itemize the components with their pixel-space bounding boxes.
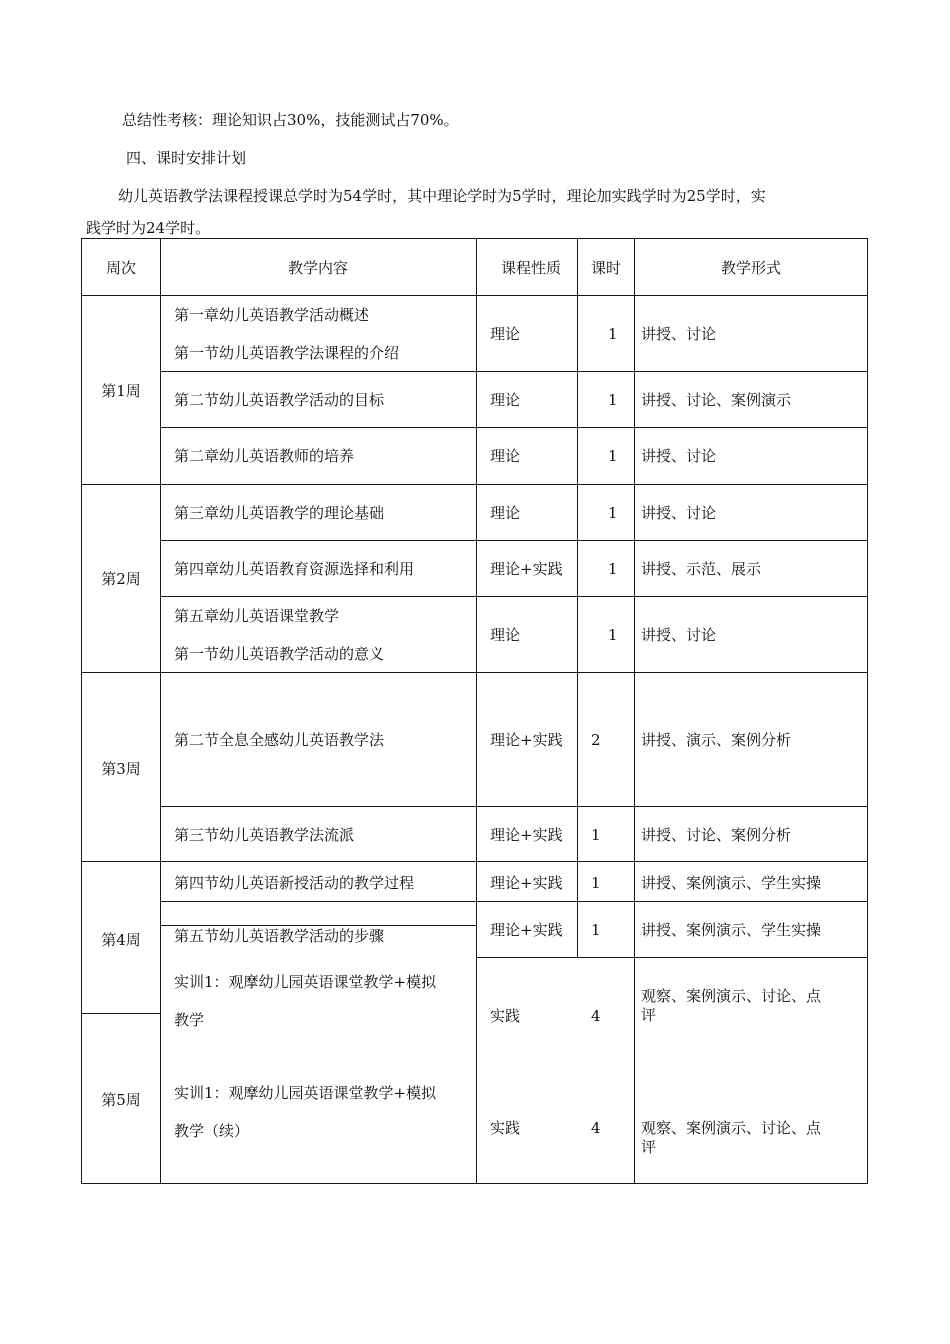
schedule-table	[81, 238, 868, 1184]
header-form: 教学形式	[720, 259, 782, 277]
row-5-nature: 理论+实践	[490, 560, 563, 578]
row-5-form: 讲授、示范、展示	[641, 560, 762, 578]
row-10-nature: 理论+实践	[490, 921, 563, 939]
row-5-content: 第四章幼儿英语教育资源选择和利用	[174, 560, 415, 578]
intro-paragraph-line2: 践学时为24学时。	[86, 219, 211, 237]
row-12-form-line1: 观察、案例演示、讨论、点	[641, 1119, 822, 1137]
header-content: 教学内容	[287, 259, 349, 277]
row-7-hours: 2	[591, 731, 601, 749]
row-11-nature: 实践	[490, 1007, 521, 1025]
section-title: 四、课时安排计划	[126, 149, 247, 167]
week-label-2: 第2周	[101, 570, 141, 588]
row-9-form: 讲授、案例演示、学生实操	[641, 874, 822, 892]
row-4-content: 第三章幼儿英语教学的理论基础	[174, 504, 385, 522]
row-10-content: 第五节幼儿英语教学活动的步骤	[174, 927, 385, 945]
week-label-4: 第4周	[101, 931, 141, 949]
header-nature: 课程性质	[500, 259, 562, 277]
row-6-content-line1: 第五章幼儿英语课堂教学	[174, 607, 340, 625]
row-12-content-line2: 教学（续）	[174, 1122, 250, 1140]
row-12-hours: 4	[591, 1119, 601, 1137]
row-11-hours: 4	[591, 1007, 601, 1025]
week-label-3: 第3周	[101, 760, 141, 778]
row-1-form: 讲授、讨论	[641, 325, 717, 343]
row-3-form: 讲授、讨论	[641, 447, 717, 465]
row-11-form-line1: 观察、案例演示、讨论、点	[641, 987, 822, 1005]
row-6-content-line2: 第一节幼儿英语教学活动的意义	[174, 645, 385, 663]
intro-paragraph-line1: 幼儿英语教学法课程授课总学时为54学时，其中理论学时为5学时，理论加实践学时为25学时，实	[118, 187, 766, 205]
assessment-paragraph: 总结性考核：理论知识占30%，技能测试占70%。	[122, 111, 459, 129]
row-8-form: 讲授、讨论、案例分析	[641, 826, 792, 844]
row-6-form: 讲授、讨论	[641, 626, 717, 644]
row-4-nature: 理论	[490, 504, 521, 522]
row-2-form: 讲授、讨论、案例演示	[641, 391, 792, 409]
row-9-hours: 1	[591, 874, 601, 892]
row-12-nature: 实践	[490, 1119, 521, 1137]
row-2-content: 第二节幼儿英语教学活动的目标	[174, 391, 385, 409]
row-10-hours: 1	[591, 921, 601, 939]
row-9-content: 第四节幼儿英语新授活动的教学过程	[174, 874, 415, 892]
row-11-content-line1: 实训1：观摩幼儿园英语课堂教学+模拟	[174, 973, 437, 991]
header-hours: 课时	[590, 259, 622, 277]
row-1-content-line1: 第一章幼儿英语教学活动概述	[174, 306, 370, 324]
row-3-hours: 1	[608, 447, 618, 465]
row-10-form: 讲授、案例演示、学生实操	[641, 921, 822, 939]
row-6-nature: 理论	[490, 626, 521, 644]
row-7-form: 讲授、演示、案例分析	[641, 731, 792, 749]
row-12-content-line1: 实训1：观摩幼儿园英语课堂教学+模拟	[174, 1084, 437, 1102]
row-4-hours: 1	[608, 504, 618, 522]
week-label-5: 第5周	[101, 1091, 141, 1109]
row-4-form: 讲授、讨论	[641, 504, 717, 522]
row-7-nature: 理论+实践	[490, 731, 563, 749]
row-2-nature: 理论	[490, 391, 521, 409]
row-8-nature: 理论+实践	[490, 826, 563, 844]
row-6-hours: 1	[608, 626, 618, 644]
row-8-hours: 1	[591, 826, 601, 844]
row-11-content-line2: 教学	[174, 1011, 205, 1029]
row-3-content: 第二章幼儿英语教师的培养	[174, 447, 355, 465]
header-week: 周次	[105, 259, 137, 277]
row-8-content: 第三节幼儿英语教学法流派	[174, 826, 355, 844]
row-1-content-line2: 第一节幼儿英语教学法课程的介绍	[174, 344, 400, 362]
row-7-content: 第二节全息全感幼儿英语教学法	[174, 731, 385, 749]
row-2-hours: 1	[608, 391, 618, 409]
row-12-form-line2: 评	[641, 1138, 657, 1156]
row-1-hours: 1	[608, 325, 618, 343]
row-11-form-line2: 评	[641, 1006, 657, 1024]
row-9-nature: 理论+实践	[490, 874, 563, 892]
row-3-nature: 理论	[490, 447, 521, 465]
row-1-nature: 理论	[490, 325, 521, 343]
row-5-hours: 1	[608, 560, 618, 578]
week-label-1: 第1周	[101, 382, 141, 400]
